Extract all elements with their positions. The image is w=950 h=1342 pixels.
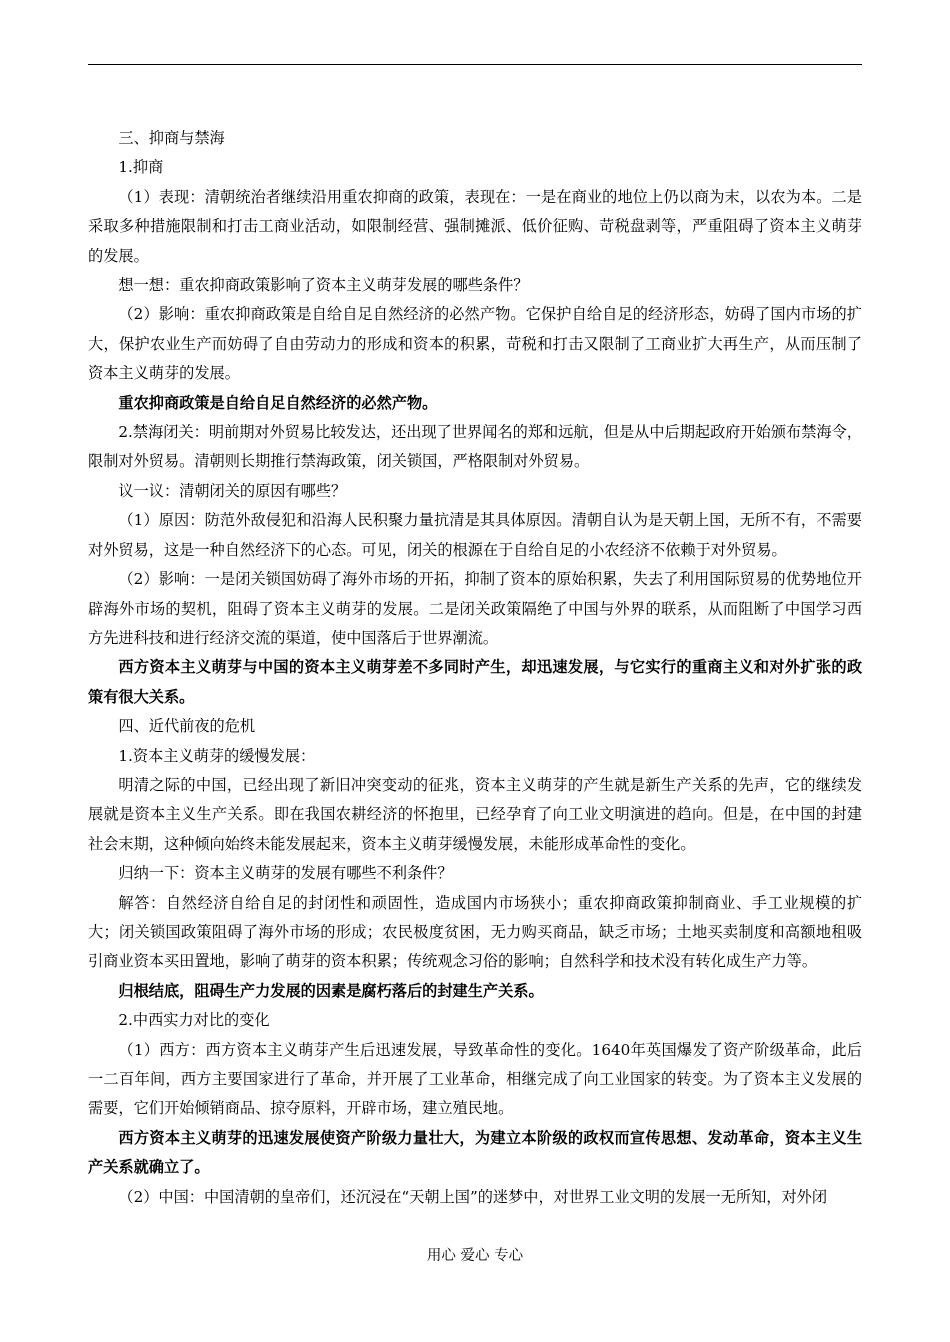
document-body <box>88 124 862 1212</box>
body-paragraph: （1）表现：清朝统治者继续沿用重农抑商的政策，表现在：一是在商业的地位上仍以商为末，以农为本。二是采取多种措施限制和打击工商业活动，如限制经营、强制摊派、低价征购、苛税盘剥等，严重阻碍了资本主义萌芽的发展。 <box>88 187 862 265</box>
bold-summary-paragraph: 重农抑商政策是自给自足自然经济的必然产物。 <box>118 393 438 412</box>
body-paragraph: （1）西方：西方资本主义萌芽产生后迅速发展，导致革命性的变化。1640年英国爆发了资产阶级革命，此后一二百年间，西方主要国家进行了革命，并开展了工业革命，相继完成了向工业国家的转变。为了资本主义发展的需要，它们开始倾销商品、掠夺原料，开辟市场，建立殖民地。 <box>88 1040 862 1118</box>
bold-summary-paragraph: 西方资本主义萌芽与中国的资本主义萌芽差不多同时产生，却迅速发展，与它实行的重商主义和对外扩张的政策有很大关系。 <box>88 658 862 706</box>
body-paragraph: 2.禁海闭关：明前期对外贸易比较发达，还出现了世界闻名的郑和远航，但是从中后期起政府开始颁布禁海令，限制对外贸易。清朝则长期推行禁海政策，闭关锁国，严格限制对外贸易。 <box>88 423 862 471</box>
body-paragraph: 想一想：重农抑商政策影响了资本主义萌芽发展的哪些条件？ <box>118 276 529 295</box>
body-paragraph: （2）中国：中国清朝的皇帝们，还沉浸在“天朝上国”的迷梦中，对世界工业文明的发展一无所知，对外闭 <box>118 1187 828 1206</box>
body-paragraph: 1.资本主义萌芽的缓慢发展： <box>118 746 316 765</box>
bold-summary-paragraph: 归根结底，阻碍生产力发展的因素是腐朽落后的封建生产关系。 <box>118 981 544 1000</box>
body-paragraph: 议一议：清朝闭关的原因有哪些？ <box>118 481 347 500</box>
body-paragraph: （2）影响：重农抑商政策是自给自足自然经济的必然产物。它保护自给自足的经济形态，妨碍了国内市场的扩大，保护农业生产而妨碍了自由劳动力的形成和资本的积累，苛税和打击又限制了工商业扩大再生产，从而压制了资本主义萌芽的发展。 <box>88 305 862 383</box>
header-rule <box>88 64 862 65</box>
body-paragraph: （1）原因：防范外敌侵犯和沿海人民积聚力量抗清是其具体原因。清朝自认为是天朝上国，无所不有，不需要对外贸易，这是一种自然经济下的心态。可见，闭关的根源在于自给自足的小农经济不依赖于对外贸易。 <box>88 511 862 559</box>
body-paragraph: 1.抑商 <box>118 158 164 177</box>
body-paragraph: （2）影响：一是闭关锁国妨碍了海外市场的开拓，抑制了资本的原始积累，失去了利用国际贸易的优势地位开辟海外市场的契机，阻碍了资本主义萌芽的发展。二是闭关政策隔绝了中国与外界的联系，从而阻断了中国学习西方先进科技和进行经济交流的渠道，使中国落后于世界潮流。 <box>88 570 862 647</box>
body-paragraph: 明清之际的中国，已经出现了新旧冲突变动的征兆，资本主义萌芽的产生就是新生产关系的先声，它的继续发展就是资本主义生产关系。即在我国农耕经济的怀抱里，已经孕育了向工业文明演进的趋向。但是，在中国的封建社会末期，这种倾向始终未能发展起来，资本主义萌芽缓慢发展，未能形成革命性的变化。 <box>88 775 862 853</box>
bold-summary-paragraph: 西方资本主义萌芽的迅速发展使资产阶级力量壮大，为建立本阶级的政权而宣传思想、发动革命，资本主义生产关系就确立了。 <box>88 1128 862 1177</box>
body-paragraph: 三、抑商与禁海 <box>118 129 225 147</box>
body-paragraph: 2.中西实力对比的变化 <box>118 1011 270 1030</box>
page-footer: 用心 爱心 专心 <box>426 1248 524 1264</box>
body-paragraph: 归纳一下：资本主义萌芽的发展有哪些不利条件？ <box>118 864 453 883</box>
body-paragraph: 解答：自然经济自给自足的封闭性和顽固性，造成国内市场狭小；重农抑商政策抑制商业、手工业规模的扩大；闭关锁国政策阻碍了海外市场的形成；农民极度贫困，无力购买商品，缺乏市场；土地买卖制度和高额地租吸引商业资本买田置地，影响了萌芽的资本积累；传统观念习俗的影响；自然科学和技术没有转化成生产力等。 <box>88 893 862 971</box>
body-paragraph: 四、近代前夜的危机 <box>118 717 256 736</box>
